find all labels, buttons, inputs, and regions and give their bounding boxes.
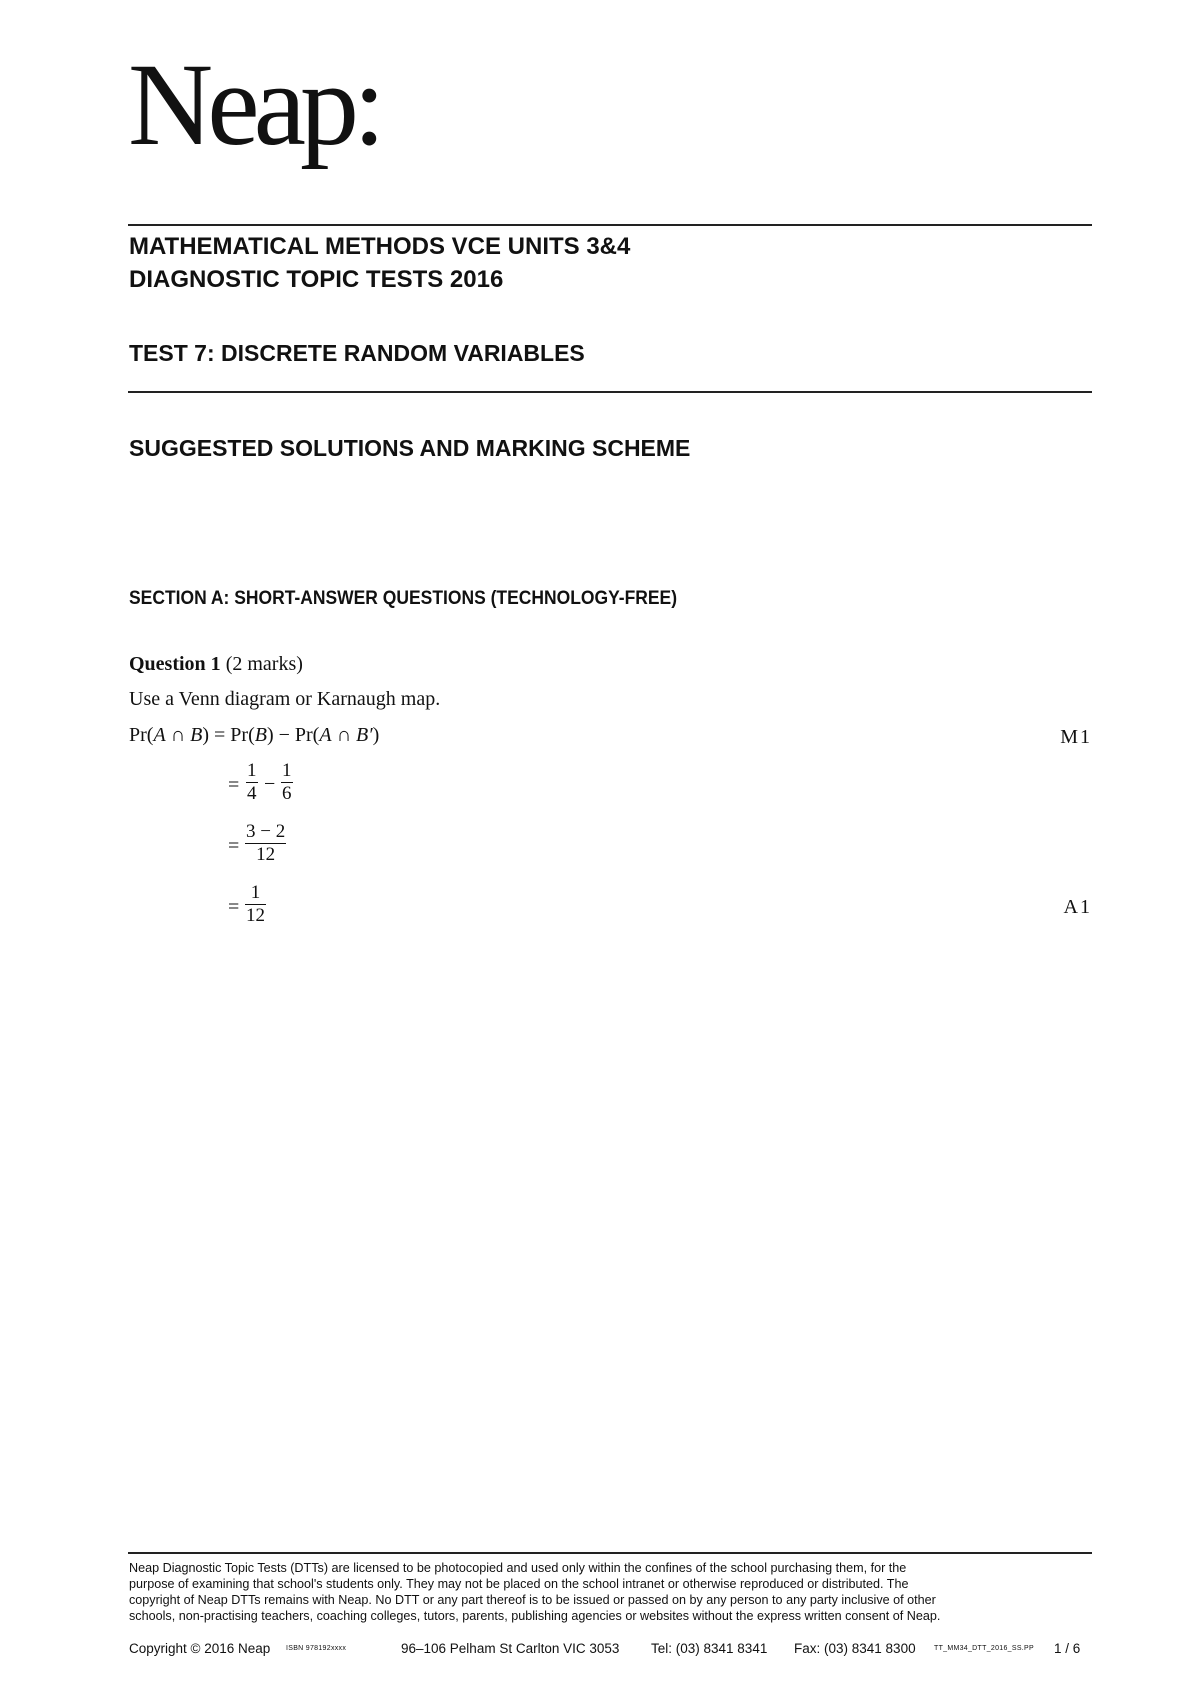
- mark-a1: A1: [1063, 896, 1092, 918]
- eq-intersection: ∩: [165, 724, 191, 746]
- course-title: MATHEMATICAL METHODS VCE UNITS 3&4: [129, 233, 631, 260]
- eq-var-b-complement: B′: [356, 724, 373, 746]
- fraction-numerator: 1: [282, 760, 292, 781]
- eq-var-a: A: [319, 724, 332, 746]
- document-code: TT_MM34_DTT_2016_SS.PP: [934, 1645, 1034, 1652]
- eq-part: ) = Pr(: [202, 724, 255, 746]
- fraction-denominator: 12: [246, 905, 265, 926]
- address: 96–106 Pelham St Carlton VIC 3053: [401, 1641, 620, 1656]
- neap-logo: Neap:: [128, 39, 380, 170]
- isbn: ISBN 978192xxxx: [286, 1645, 347, 1652]
- eq-var-a: A: [153, 724, 166, 746]
- question-1-heading: [129, 653, 303, 676]
- question-marks: (2 marks): [225, 653, 303, 675]
- step-1-minus: −: [264, 773, 276, 795]
- series-title: DIAGNOSTIC TOPIC TESTS 2016: [129, 266, 504, 293]
- question-label: Question 1: [129, 653, 221, 675]
- eq-var-b: B: [254, 724, 267, 746]
- license-notice: [129, 1560, 1093, 1624]
- question-1-instruction: Use a Venn diagram or Karnaugh map.: [129, 688, 441, 710]
- license-line: purpose of examining that school's students only. They may not be placed on the school intranet or otherwise reproduced or distributed. The: [129, 1577, 909, 1591]
- header-top-rule: [128, 224, 1092, 226]
- mark-m1: M1: [1060, 726, 1092, 748]
- eq-intersection: ∩: [331, 724, 357, 746]
- telephone: Tel: (03) 8341 8341: [651, 1641, 768, 1656]
- fraction-denominator: 12: [256, 844, 276, 865]
- eq-var-b: B: [190, 724, 203, 746]
- eq-part: Pr(: [129, 724, 154, 746]
- fraction-numerator: 1: [250, 882, 261, 903]
- footer-info-bar: [129, 1641, 1093, 1659]
- fraction-numerator: 1: [247, 760, 257, 781]
- fraction-denominator: 4: [247, 783, 257, 804]
- eq-part: ): [372, 724, 380, 746]
- step-1-equals: =: [228, 774, 240, 796]
- fax: Fax: (03) 8341 8300: [794, 1641, 916, 1656]
- header-bottom-rule: [128, 391, 1092, 393]
- fraction-numerator: 3 − 2: [246, 821, 286, 842]
- probability-equation: [129, 724, 379, 747]
- license-line: copyright of Neap DTTs remains with Neap. No DTT or any part thereof is to be issued or passed on by any person to any party inclusive of other: [129, 1593, 936, 1607]
- step-3-equals: =: [228, 896, 240, 918]
- footer-rule: [128, 1552, 1092, 1554]
- license-line: schools, non-practising teachers, coaching colleges, tutors, parents, publishing agencies or websites without the express written consent of Neap.: [129, 1609, 941, 1623]
- fraction-three-minus-two-over-twelve: [245, 821, 286, 866]
- step-2-equals: =: [228, 835, 240, 857]
- page-number: 1 / 6: [1054, 1641, 1081, 1656]
- fraction-one-quarter: [246, 760, 258, 805]
- copyright-notice: Copyright © 2016 Neap: [129, 1641, 271, 1656]
- fraction-denominator: 6: [282, 783, 292, 804]
- license-line: Neap Diagnostic Topic Tests (DTTs) are licensed to be photocopied and used only within the confines of the school purchasing them, for the: [129, 1561, 907, 1575]
- section-a-title: SECTION A: SHORT-ANSWER QUESTIONS (TECHNOLOGY-FREE): [129, 588, 678, 609]
- document-subtitle: SUGGESTED SOLUTIONS AND MARKING SCHEME: [129, 435, 691, 461]
- eq-part: ) − Pr(: [266, 724, 320, 746]
- fraction-one-twelfth: [245, 882, 266, 927]
- test-title: TEST 7: DISCRETE RANDOM VARIABLES: [129, 340, 585, 366]
- fraction-one-sixth: [281, 760, 293, 805]
